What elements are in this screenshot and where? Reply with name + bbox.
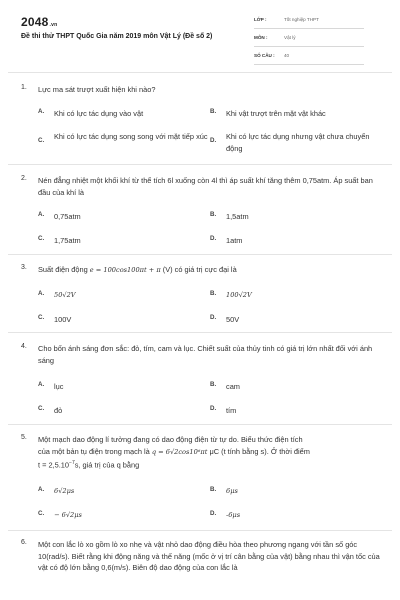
question-line-2 [38,446,380,459]
question-text: Nén đẳng nhiệt một khối khí từ thể tích 6l xuống còn 4l thì áp suất khí tăng thêm 0,75atm. Áp suất ban đầu của khí là [38,176,373,197]
question-number: 2. [21,175,27,182]
question-text: Một con lắc lò xo gồm lò xo nhẹ và vật nhỏ dao động điều hòa theo phương ngang với tần số góc 10(rad/s). Biết rằng khi động năng và thế năng (mốc ở vị trí cân bằng của vật) bằng nhau thì vận tốc của vật có độ lớn bằng 0,6(m/s). Biên độ dao động của con lắc là [38,540,380,573]
option-label: C. [38,235,45,242]
line-3-before: t = 2,5.10 [38,460,70,470]
option-text: Khi có lực tác dụng vào vật [54,109,144,118]
option-text: -6μs [226,511,241,519]
exam-title: Đề thi thử THPT Quốc Gia năm 2019 môn Vật Lý (Đề số 2) [21,33,213,40]
option-text: 100V [54,315,72,324]
option-label: A. [38,381,45,388]
emf-formula: e = 100cos100πt + π [89,266,161,274]
exam-meta [254,15,364,69]
option-label: C. [38,405,45,412]
question-divider [8,164,392,165]
option-text: Khi có lực tác dụng nhưng vật chưa chuyển động [226,132,370,153]
question-number: 5. [21,434,27,441]
charge-formula: q = 6√2cos10⁶πt [151,447,208,456]
question-number: 1. [21,84,27,91]
question-divider [8,332,392,333]
option-label: B. [210,211,217,218]
option-text: 50V [226,315,240,324]
option-text: Khi có lực tác dụng song song với mặt tiếp xúc [54,132,208,141]
option-text: tím [226,406,237,415]
line-2-after: μC (t tính bằng s). Ở thời điểm [209,446,310,456]
option-label: D. [210,235,217,242]
option-label: A. [38,486,45,493]
option-label: D. [210,510,217,517]
option-label: C. [38,137,45,144]
option-label: D. [210,405,217,412]
option-text: 50√2V [54,291,76,299]
option-text: − 6√2μs [54,511,82,519]
line-3-after: s, giá trị của q bằng [74,460,140,470]
option-label: D. [210,137,217,144]
question-number: 4. [21,343,27,350]
header-divider [8,72,392,73]
option-text: cam [226,382,240,391]
option-text: lục [54,382,64,391]
option-text: đỏ [54,406,63,415]
question-text-after: (V) có giá trị cực đại là [162,265,237,274]
question-text: Lực ma sát trượt xuất hiện khi nào? [38,85,156,94]
meta-subject-row [254,33,364,47]
line-2-before: của một bản tụ điện trong mạch là [38,446,150,456]
question-text [38,434,380,471]
line-3-exponent: −7 [69,460,75,467]
question-number: 3. [21,264,27,271]
option-text: 6√2μs [54,487,75,495]
question-text [38,264,380,277]
logo-main: 2048 [21,15,49,29]
option-text: 100√2V [226,291,252,299]
question-text: Cho bốn ánh sáng đơn sắc: đỏ, tím, cam và lục. Chiết suất của thủy tinh có giá trị lớn nhất đối với ánh sáng [38,344,373,365]
meta-class-label: LỚP : [254,17,267,22]
meta-subject-value: Vật lý [284,35,296,40]
question-divider [8,530,392,531]
question-divider [8,424,392,425]
option-label: A. [38,211,45,218]
option-label: B. [210,381,217,388]
question-text-before: Suất điện động [38,265,88,274]
option-text: 6μs [226,487,238,495]
meta-subject-label: MÔN : [254,35,268,40]
meta-class-value: Tốt nghiệp THPT [284,17,319,22]
question-line-3 [38,458,380,471]
exam-header [0,0,400,64]
meta-count-label: SỐ CÂU : [254,53,275,58]
option-label: B. [210,486,217,493]
option-text: 1,5atm [226,212,249,221]
meta-count-row [254,51,364,65]
option-text: 1atm [226,236,243,245]
option-text: 1,75atm [54,236,81,245]
option-label: D. [210,314,217,321]
option-label: A. [38,108,45,115]
logo-suffix: .vn [49,22,58,28]
question-number: 6. [21,539,27,546]
meta-count-value: 40 [284,53,290,58]
option-label: C. [38,510,45,517]
option-label: A. [38,290,45,297]
option-label: B. [210,108,217,115]
site-logo[interactable] [21,15,57,29]
option-label: B. [210,290,217,297]
option-text: 0,75atm [54,212,81,221]
question-line-1: Một mạch dao động lí tưởng đang có dao động điện từ tự do. Biểu thức điện tích [38,435,303,444]
question-divider [8,254,392,255]
meta-class-row [254,15,364,29]
option-label: C. [38,314,45,321]
option-text: Khi vật trượt trên mặt vật khác [226,109,326,118]
